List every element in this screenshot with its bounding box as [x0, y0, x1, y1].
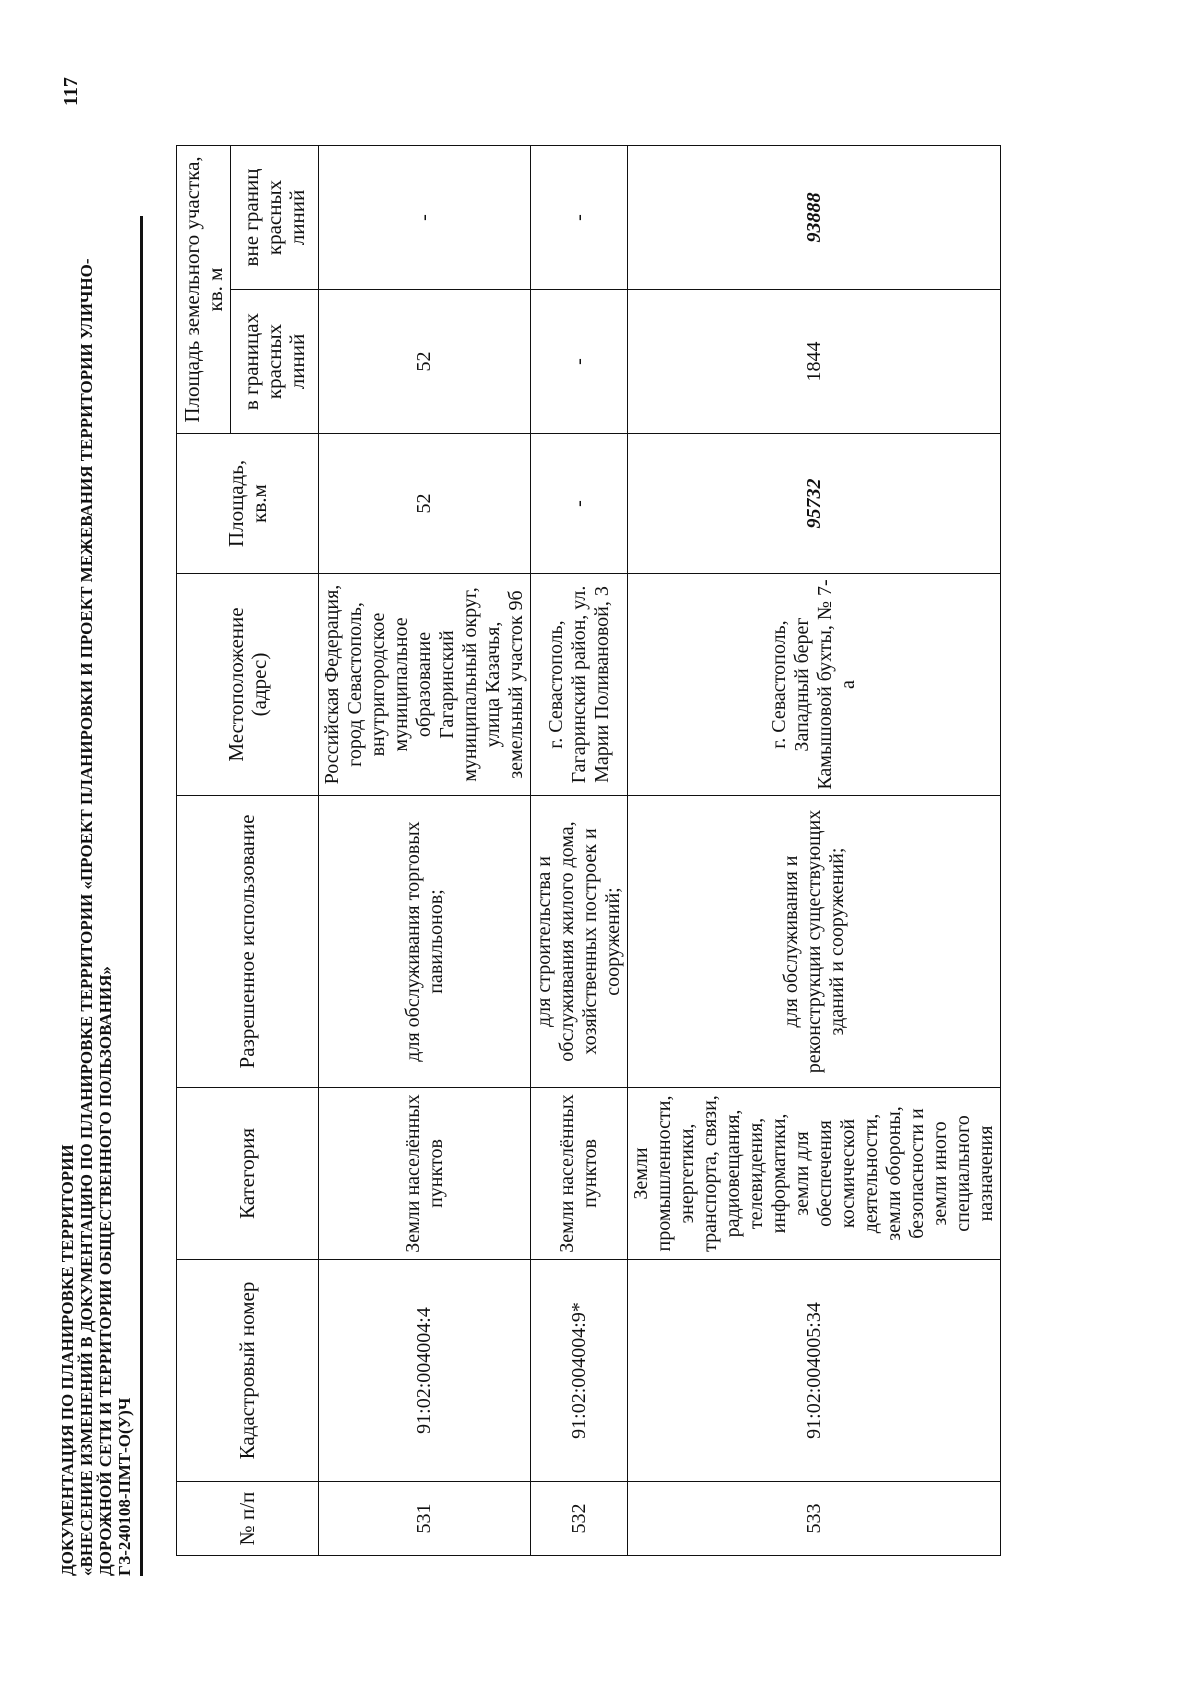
- col-header-cadastral: Кадастровый номер: [177, 1260, 319, 1482]
- col-header-location: Местоположение (адрес): [177, 574, 319, 796]
- cell-location: Российская Федерация, город Севастополь, внутригородское муниципальное образование Гагаринский муниципальный округ, улица Казачья, земельный участок 9б: [319, 574, 531, 796]
- col-header-use: Разрешенное использование: [177, 796, 319, 1088]
- cell-cadastral: 91:02:004005:34: [628, 1260, 1001, 1482]
- col-header-inside: в границах красных линий: [231, 290, 319, 434]
- cell-use: для строительства и обслуживания жилого дома, хозяйственных построек и сооружений;: [531, 796, 628, 1088]
- col-header-area: Площадь, кв.м: [177, 434, 319, 574]
- cell-inside: -: [531, 290, 628, 434]
- cell-location: г. Севастополь, Западный берег Камышовой бухты, № 7-а: [628, 574, 1001, 796]
- cell-num: 531: [319, 1482, 531, 1556]
- cell-num: 532: [531, 1482, 628, 1556]
- header-line-1: ДОКУМЕНТАЦИЯ ПО ПЛАНИРОВКЕ ТЕРРИТОРИИ: [58, 1144, 77, 1576]
- cell-category: Земли населённых пунктов: [319, 1088, 531, 1260]
- cell-inside: 52: [319, 290, 531, 434]
- table-row: [319, 145, 531, 1555]
- land-plots-table: [176, 145, 1001, 1556]
- col-header-num: № п/п: [177, 1482, 319, 1556]
- cell-area: -: [531, 434, 628, 574]
- cell-outside: -: [531, 145, 628, 289]
- cell-use: для обслуживания и реконструкции существующих зданий и сооружений;: [628, 796, 1001, 1088]
- header-line-2: «ВНЕСЕНИЕ ИЗМЕНЕНИЙ В ДОКУМЕНТАЦИЮ ПО ПЛАНИРОВКЕ ТЕРРИТОРИИ «ПРОЕКТ ПЛАНИРОВКИ И ПРОЕКТ МЕЖЕВАНИЯ ТЕРРИТОРИИ УЛИЧНО-: [77, 258, 96, 1576]
- table-row: [628, 145, 1001, 1555]
- cell-location: г. Севастополь, Гагаринский район, ул. Марии Поливановой, 3: [531, 574, 628, 796]
- col-header-category: Категория: [177, 1088, 319, 1260]
- cell-area: 95732: [628, 434, 1001, 574]
- cell-outside: -: [319, 145, 531, 289]
- header-rule: [140, 216, 143, 1576]
- header-line-4: ГЗ-240108-ПМТ-О(У)Ч: [115, 1397, 134, 1576]
- cell-category: Земли промышленности, энергетики, транспорта, связи, радиовещания, телевидения, информатики, земли для обеспечения космической деятельности, земли обороны, безопасности и земли иного специального назначения: [628, 1088, 1001, 1260]
- header-line-3: ДОРОЖНОЙ СЕТИ И ТЕРРИТОРИИ ОБЩЕСТВЕННОГО ПОЛЬЗОВАНИЯ»: [96, 966, 115, 1576]
- cell-cadastral: 91:02:004004:9*: [531, 1260, 628, 1482]
- cell-category: Земли населённых пунктов: [531, 1088, 628, 1260]
- col-header-outside: вне границ красных линий: [231, 145, 319, 289]
- page-number: 117: [60, 77, 82, 106]
- cell-use: для обслуживания торговых павильонов;: [319, 796, 531, 1088]
- cell-num: 533: [628, 1482, 1001, 1556]
- cell-cadastral: 91:02:004004:4: [319, 1260, 531, 1482]
- cell-inside: 1844: [628, 290, 1001, 434]
- document-header: [58, 258, 134, 1576]
- cell-area: 52: [319, 434, 531, 574]
- cell-outside: 93888: [628, 145, 1001, 289]
- col-header-plot-area: Площадь земельного участка, кв. м: [177, 145, 231, 433]
- table-row: [531, 145, 628, 1555]
